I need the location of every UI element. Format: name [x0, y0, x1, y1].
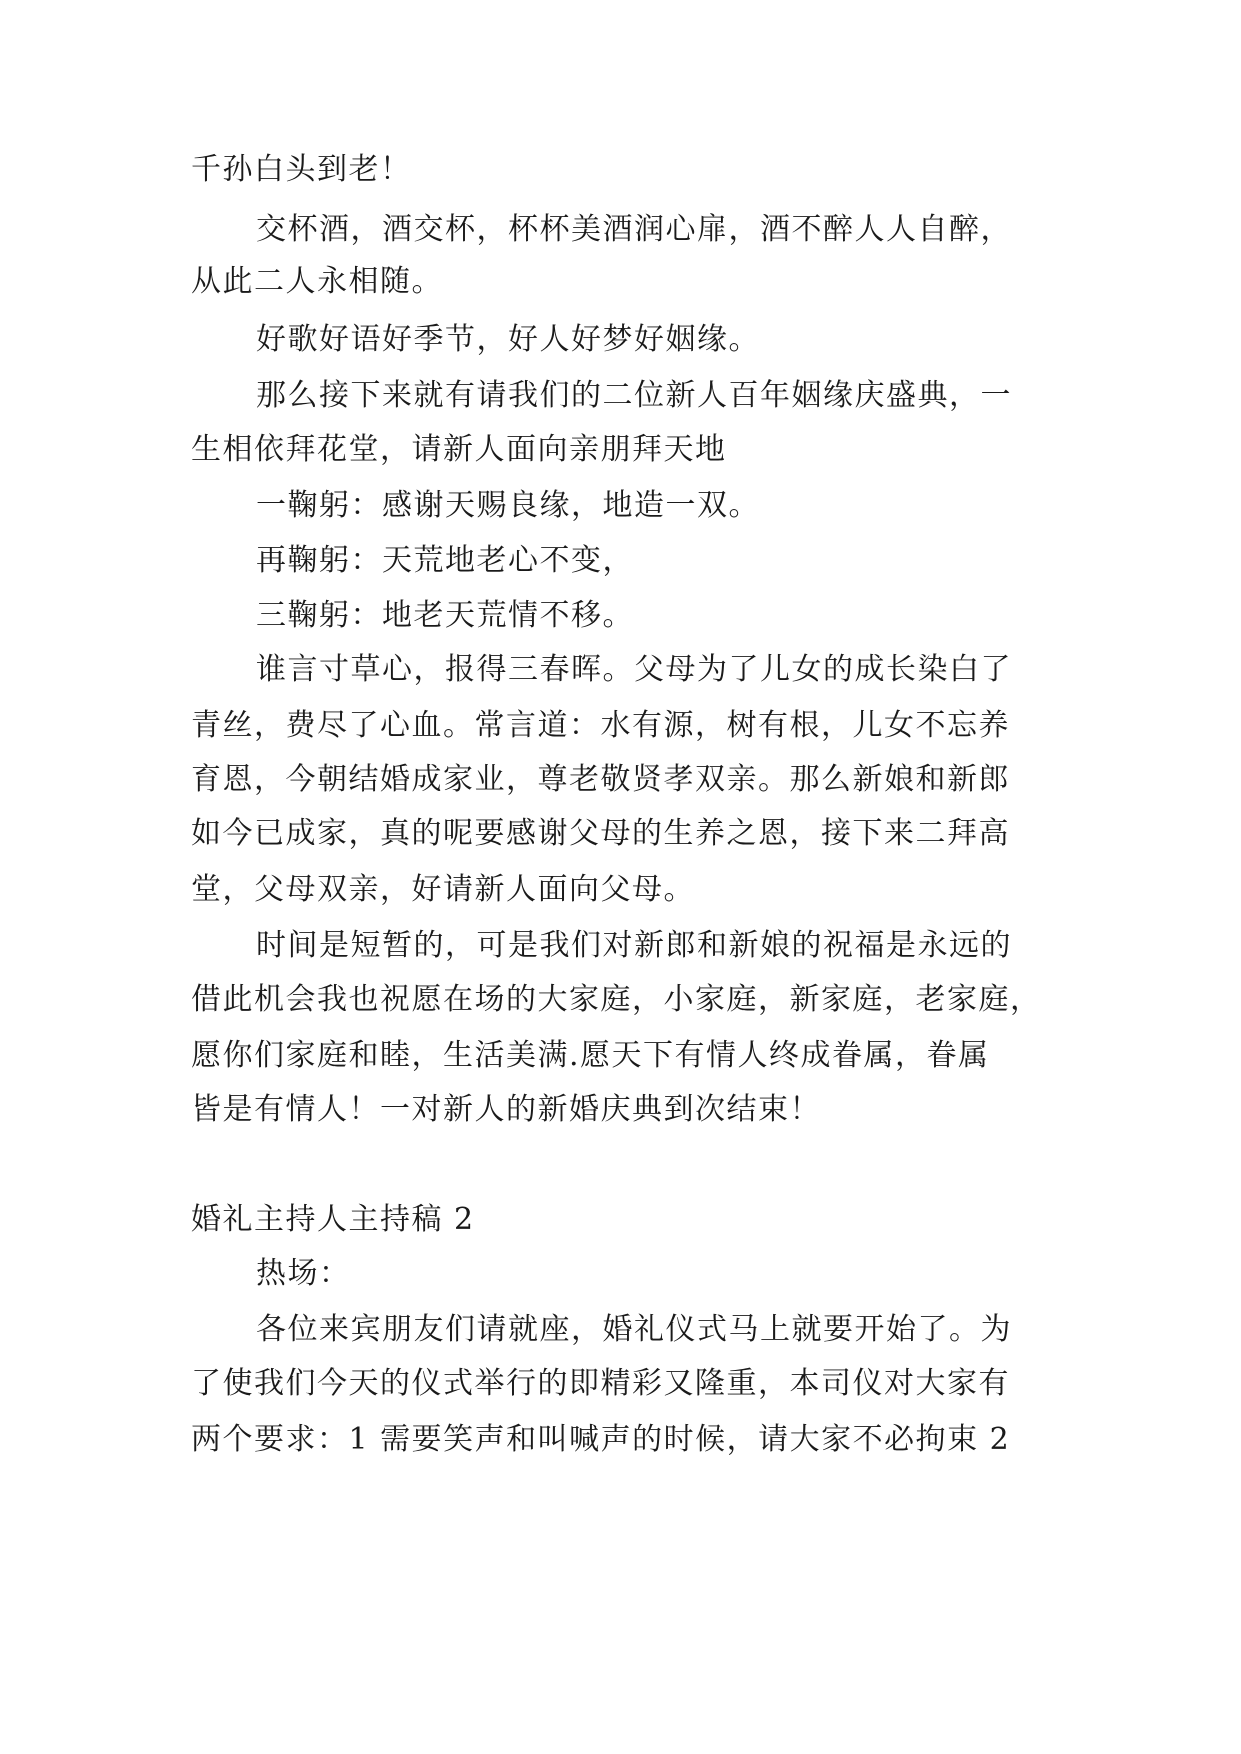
text-line: 堂，父母双亲，好请新人面向父母。: [191, 872, 695, 907]
paragraph-start: 三鞠躬：地老天荒情不移。: [256, 598, 634, 633]
paragraph-start: 各位来宾朋友们请就座，婚礼仪式马上就要开始了。为: [256, 1312, 1012, 1347]
paragraph-start: 热场：: [256, 1256, 351, 1291]
paragraph-start: 交杯酒，酒交杯，杯杯美酒润心扉，酒不醉人人自醉，: [256, 212, 1012, 247]
text-line: 皆是有情人！一对新人的新婚庆典到次结束！: [191, 1092, 821, 1127]
paragraph-start: 一鞠躬：感谢天赐良缘，地造一双。: [256, 488, 760, 523]
text-line: 青丝，费尽了心血。常言道：水有源，树有根，儿女不忘养: [191, 708, 1010, 743]
text-line: 了使我们今天的仪式举行的即精彩又隆重，本司仪对大家有: [191, 1366, 1010, 1401]
paragraph-start: 再鞠躬：天荒地老心不变，: [256, 543, 634, 578]
section-heading: 婚礼主持人主持稿 2: [191, 1202, 475, 1237]
text-line: 生相依拜花堂，请新人面向亲朋拜天地: [191, 432, 727, 467]
text-line: 两个要求：1 需要笑声和叫喊声的时候，请大家不必拘束 2: [191, 1422, 1011, 1457]
paragraph-start: 那么接下来就有请我们的二位新人百年姻缘庆盛典，一: [256, 378, 1012, 413]
paragraph-start: 好歌好语好季节，好人好梦好姻缘。: [256, 322, 760, 357]
text-line: 借此机会我也祝愿在场的大家庭，小家庭，新家庭，老家庭，: [191, 982, 1042, 1017]
paragraph-start: 时间是短暂的，可是我们对新郎和新娘的祝福是永远的: [256, 928, 1012, 963]
text-line: 愿你们家庭和睦，生活美满.愿天下有情人终成眷属，眷属: [191, 1038, 990, 1073]
text-line: 从此二人永相随。: [191, 264, 443, 299]
text-line: 千孙白头到老！: [191, 152, 412, 187]
text-line: 育恩，今朝结婚成家业，尊老敬贤孝双亲。那么新娘和新郎: [191, 762, 1010, 797]
paragraph-start: 谁言寸草心，报得三春晖。父母为了儿女的成长染白了: [256, 652, 1012, 687]
text-line: 如今已成家，真的呢要感谢父母的生养之恩，接下来二拜高: [191, 816, 1010, 851]
